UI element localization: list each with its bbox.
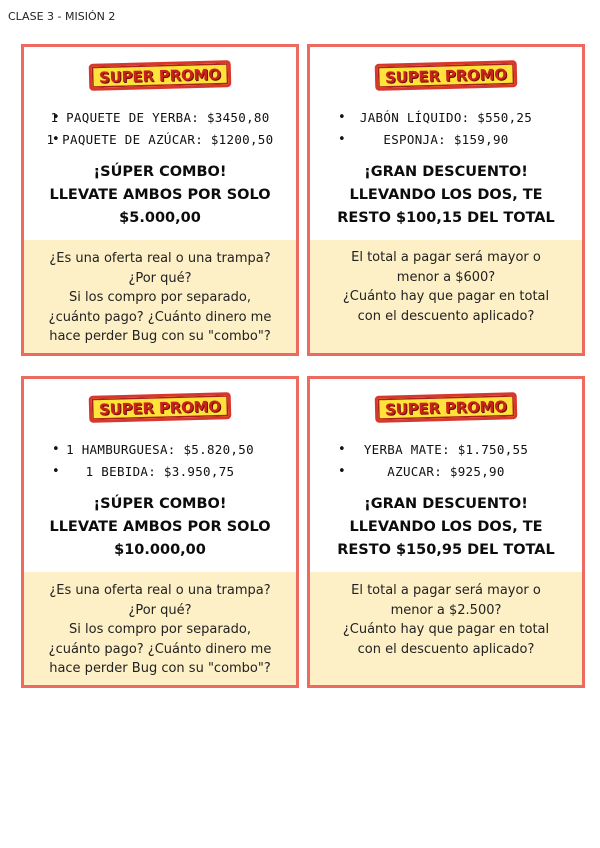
product-item: • AZUCAR: $925,90	[310, 461, 582, 483]
product-item: • 1 PAQUETE DE YERBA: $3450,80	[24, 107, 296, 129]
offer-line: LLEVANDO LOS DOS, TE	[349, 187, 543, 203]
question-line: ¿Por qué?	[128, 602, 192, 618]
offer-line: RESTO $150,95 DEL TOTAL	[337, 542, 555, 558]
question-line: Si los compro por separado,	[69, 622, 251, 637]
question-line: ¿Por qué?	[128, 270, 192, 286]
product-item: • JABÓN LÍQUIDO: $550,25	[310, 107, 582, 129]
question-line: menor a $600?	[396, 269, 496, 285]
offer-line: RESTO $100,15 DEL TOTAL	[337, 210, 555, 226]
question-box	[310, 240, 582, 353]
question-box	[24, 572, 296, 685]
question-line: El total a pagar será mayor o	[351, 250, 541, 265]
offer-line: LLEVATE AMBOS POR SOLO	[49, 519, 271, 535]
super-promo-badge: SUPER PROMO	[375, 392, 517, 423]
product-list	[310, 107, 582, 151]
question-line: Si los compro por separado,	[69, 290, 251, 305]
promo-card	[307, 44, 585, 356]
question-line: ¿Cuánto hay que pagar en total	[342, 289, 550, 304]
question-line: hace perder Bug con su "combo"?	[49, 329, 271, 344]
offer-line: $10.000,00	[114, 542, 206, 558]
product-list	[24, 107, 296, 151]
offer-line: ¡GRAN DESCUENTO!	[364, 496, 528, 512]
product-item: • ESPONJA: $159,90	[310, 129, 582, 151]
super-promo-badge: SUPER PROMO	[375, 60, 517, 91]
question-line: ¿cuánto pago? ¿Cuánto dinero me	[48, 641, 272, 657]
super-promo-badge: SUPER PROMO	[89, 60, 231, 91]
offer-line: LLEVANDO LOS DOS, TE	[349, 519, 543, 535]
page-header: CLASE 3 - MISIÓN 2	[8, 10, 116, 23]
super-promo-badge: SUPER PROMO	[89, 392, 231, 423]
question-line: hace perder Bug con su "combo"?	[49, 661, 271, 676]
question-box	[24, 240, 296, 353]
product-item: • 1 HAMBURGUESA: $5.820,50	[24, 439, 296, 461]
product-item: • 1 BEBIDA: $3.950,75	[24, 461, 296, 483]
product-item: • YERBA MATE: $1.750,55	[310, 439, 582, 461]
question-line: ¿Cuánto hay que pagar en total	[342, 622, 550, 637]
question-line: con el descuento aplicado?	[357, 641, 535, 657]
offer-headline	[310, 161, 582, 230]
promo-card	[307, 376, 585, 688]
offer-headline	[24, 493, 296, 562]
offer-headline	[310, 493, 582, 562]
question-line: ¿Es una oferta real o una trampa?	[49, 583, 271, 598]
question-line: con el descuento aplicado?	[357, 308, 535, 324]
offer-line: ¡SÚPER COMBO!	[93, 496, 227, 512]
question-line: menor a $2.500?	[390, 602, 502, 618]
promo-card	[21, 44, 299, 356]
question-line: ¿cuánto pago? ¿Cuánto dinero me	[48, 309, 272, 325]
offer-line: ¡SÚPER COMBO!	[93, 164, 227, 180]
offer-line: $5.000,00	[119, 210, 201, 226]
question-line: El total a pagar será mayor o	[351, 583, 541, 598]
question-line: ¿Es una oferta real o una trampa?	[49, 251, 271, 266]
product-list	[24, 439, 296, 483]
question-box	[310, 572, 582, 685]
promo-card	[21, 376, 299, 688]
product-list	[310, 439, 582, 483]
offer-line: LLEVATE AMBOS POR SOLO	[49, 187, 271, 203]
offer-line: ¡GRAN DESCUENTO!	[364, 164, 528, 180]
offer-headline	[24, 161, 296, 230]
product-item: • 1 PAQUETE DE AZÚCAR: $1200,50	[24, 129, 296, 151]
